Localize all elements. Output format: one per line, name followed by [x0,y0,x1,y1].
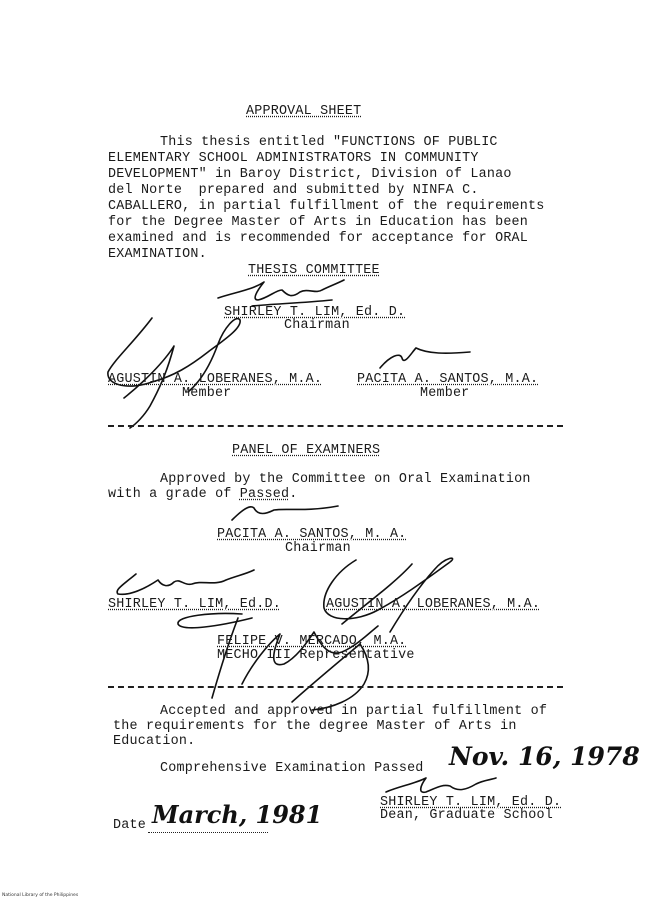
panel-chairman-signature [226,500,346,526]
panel-chairman-role: Chairman [285,541,351,556]
section-divider [108,686,563,688]
committee-member2-name: PACITA A. SANTOS, M.A. [357,372,539,387]
representative-name: FELIPE V. MERCADO, M.A. [217,634,407,649]
dean-title: Dean, Graduate School [380,808,553,823]
intro-line: DEVELOPMENT" in Baroy District, Division of Lanao [108,167,512,182]
panel-left-name: SHIRLEY T. LIM, Ed.D. [108,597,281,612]
intro-line: for the Degree Master of Arts in Education has been [108,215,529,230]
acceptance-line: Education. [113,734,196,749]
intro-line: ELEMENTARY SCHOOL ADMINISTRATORS IN COMMUNITY [108,151,479,166]
intro-line: del Norte prepared and submitted by NINFA C. [108,183,479,198]
panel-right-name: AGUSTIN A. LOBERANES, M.A. [326,597,541,612]
committee-chairman-role: Chairman [284,318,350,333]
acceptance-line: Accepted and approved in partial fulfillment of [160,704,548,719]
committee-chairman-name: SHIRLEY T. LIM, Ed. D. [224,305,406,320]
page-title: APPROVAL SHEET [246,104,362,119]
committee-member1-name: AGUSTIN A. LOBERANES, M.A. [108,372,323,387]
comprehensive-date: Nov. 16, 1978 [449,742,640,771]
footer-watermark: National Library of the Philippines [2,893,79,898]
committee-heading: THESIS COMMITTEE [248,263,380,278]
intro-line: EXAMINATION. [108,247,207,262]
committee-member2-role: Member [420,386,470,401]
comprehensive-label: Comprehensive Examination Passed [160,761,424,776]
section-divider [108,425,563,427]
panel-heading: PANEL OF EXAMINERS [232,443,381,458]
acceptance-line: the requirements for the degree Master of Arts in [113,719,517,734]
intro-line: This thesis entitled "FUNCTIONS OF PUBLIC [160,135,498,150]
date-label: Date [113,818,146,833]
intro-line: CABALLERO, in partial fulfillment of the requirements [108,199,545,214]
grade-value: Passed [239,487,290,502]
date-value: March, 1981 [152,800,323,829]
panel-grade-line: with a grade of Passed. [108,487,298,502]
member-signature-right [376,344,476,374]
date-line [148,832,268,833]
dean-name: SHIRLEY T. LIM, Ed. D. [380,795,562,810]
panel-approved-line: Approved by the Committee on Oral Examination [160,472,531,487]
committee-member1-role: Member [182,386,232,401]
representative-role: MECHO III Representative [217,648,415,663]
panel-chairman-name: PACITA A. SANTOS, M. A. [217,527,407,542]
intro-line: examined and is recommended for acceptance for ORAL [108,231,529,246]
